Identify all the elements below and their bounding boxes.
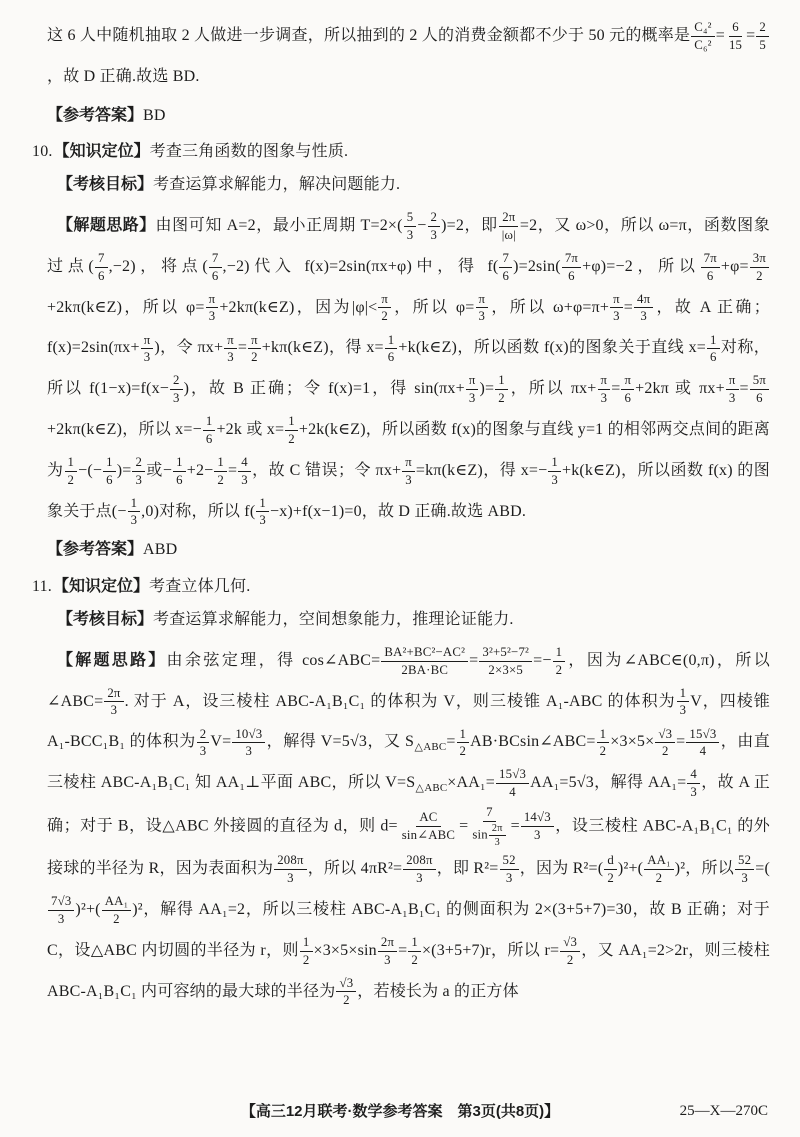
question-10-number: 10. [32, 143, 53, 161]
question-11-head [30, 573, 770, 602]
question-11-block [30, 573, 770, 1012]
continuation-paragraph: 这 6 人中随机抽取 2 人做进一步调查，所以抽到的 2 人的消费金额都不少于 50 元的概率是 $\frac{\text{C₄²}}{\text{C₆²}}$ = $\frac{6}{15}$ = $\frac{2}{5}$ ，故 D 正确.故选 BD. [30, 16, 770, 98]
question-10-solution: 【解题思路】由图可知 A=2，最小正周期 T=2×( $\frac{5}{3}$ − $\frac{2}{3}$ )=2，即 $\frac{2\pi}{|\omega|}$ =2，又 ω>0，所以 ω=π，函数图象过点( $\frac{7}{6}$ ,−2)，将点( $\frac{7}{6}$ ,−2)代入 f(x)=2sin(πx+φ)中，得 f( $\frac{7}{6}$ )=2sin( $\frac{7\pi}{6}$ +φ)=−2，所以 $\frac{7\pi}{6}$ +φ= $\frac{3\pi}{2}$ +2kπ(k∈Z)，所以 φ= $\frac{\pi}{3}$ +2kπ(k∈Z)，因为|φ|< $\frac{\pi}{2}$ ，所以 φ= $\frac{\pi}{3}$ ，所以 ω+φ=π+ $\frac{\pi}{3}$ = $\frac{4\pi}{3}$ ，故 A 正确；f(x)=2sin(πx+ $\frac{\pi}{3}$ )，令 πx+ $\frac{\pi}{3}$ = $\frac{\pi}{2}$ +kπ(k∈Z)，得 x= $\frac{1}{6}$ +k(k∈Z)，所以函数 f(x)的图象关于直线 x= $\frac{1}{6}$ 对称，所以 f(1−x)=f(x− $\frac{2}{3}$ )，故 B 正确；令 f(x)=1，得 sin(πx+ $\frac{\pi}{3}$ )= $\frac{1}{2}$ ，所以 πx+ $\frac{\pi}{3}$ = $\frac{\pi}{6}$ +2kπ 或 πx+ $\frac{\pi}{3}$ = $\frac{5\pi}{6}$ +2kπ(k∈Z)，所以 x=− $\frac{1}{6}$ +2k 或 x= $\frac{1}{2}$ +2k(k∈Z)，所以函数 f(x)的图象与直线 y=1 的相邻两交点间的距离为 $\frac{1}{2}$ −(− $\frac{1}{6}$ )= $\frac{2}{3}$ 或− $\frac{1}{6}$ +2− $\frac{1}{2}$ = $\frac{4}{3}$ ，故 C 错误；令 πx+ $\frac{\pi}{3}$ =kπ(k∈Z)，得 x=− $\frac{1}{3}$ +k(k∈Z)，所以函数 f(x) 的图象关于点(− $\frac{1}{3}$ ,0)对称，所以 f( $\frac{1}{3}$ −x)+f(x−1)=0，故 D 正确.故选 ABD. [47, 210, 771, 528]
ref-answer-line-q9: 【参考答案】BD [47, 106, 166, 124]
question-11-solution: 【解题思路】由余弦定理，得 cos∠ABC= $\frac{\text{BA²+BC²−AC²}}{2BA\cdot BC}$ = $\frac{\text{3²+5²−7²}}{2\times 3\times 5}$ =− $\frac{1}{2}$ ，因为∠ABC∈(0,π)，所以∠ABC= $\frac{2\pi}{3}$ . 对于 A，设三棱柱 ABC-A₁B₁C₁ 的体积为 V，则三棱锥 A₁-ABC 的体积为 $\frac{1}{3}$ V，四棱锥 A₁-BCC₁B₁ 的体积为 $\frac{2}{3}$ V= $\frac{10√3}{3}$ ，解得 V=5√3，又 $S_{\triangle ABC}=$ $\frac{1}{2}$ AB·BCsin∠ABC= $\frac{1}{2}$ ×3×5× $\frac{√3}{2}$ = $\frac{15√3}{4}$ ，由直三棱柱 ABC-A₁B₁C₁ 知 AA₁⊥平面 ABC，所以 $V=S_{\triangle ABC}\times AA_1=$ $\frac{15√3}{4}$ AA₁=5√3，解得 AA₁= $\frac{4}{3}$ ，故 A 正确；对于 B，设△ABC 外接圆的直径为 d，则 d= AC sin∠ABC = 7 sin $\frac{2\pi}{3}$ = $\frac{14√3}{3}$ ，设三棱柱 ABC-A₁B₁C₁ 的外接球的半径为 R，因为表面积为 $\frac{208\pi}{3}$ ，所以 4πR²= $\frac{208\pi}{3}$ ，即 R²= $\frac{52}{3}$ ，因为 R²=( $\frac{d}{2}$ )²+( $\frac{\text{AA₁}}{2}$ )²，所以 $\frac{52}{3}$ =( $\frac{7√3}{3}$ )²+( $\frac{\text{AA₁}}{2}$ )²，解得 AA₁=2，所以三棱柱 ABC-A₁B₁C₁ 的侧面积为 2×(3+5+7)=30，故 B 正确；对于 C，设△ABC 内切圆的半径为 r，则 $\frac{1}{2}$ ×3×5×sin $\frac{2\pi}{3}$ = $\frac{1}{2}$ ×(3+5+7)r，所以 r= $\frac{√3}{2}$ ，又 AA₁=2>2r，则三棱柱 ABC-A₁B₁C₁ 内可容纳的最大球的半径为 $\frac{√3}{2}$ ，若棱长为 a 的正方体 [47, 644, 771, 1008]
question-11-knowledge: 【知识定位】考查立体几何. [53, 578, 251, 596]
page-footer [30, 1101, 770, 1123]
question-10-block [30, 138, 770, 565]
footer-title: 【高三12月联考·数学参考答案 第3页(共8页)】 [240, 1103, 560, 1120]
question-10-target: 【考核目标】考查运算求解能力，解决问题能力. [57, 176, 401, 194]
ref-answer-line-q10: 【参考答案】ABD [47, 541, 178, 559]
question-10-head [30, 138, 770, 167]
question-11-target: 【考核目标】考查运算求解能力，空间想象能力，推理论证能力. [57, 610, 514, 628]
question-10-knowledge: 【知识定位】考查三角函数的图象与性质. [53, 143, 349, 161]
question-11-number: 11. [32, 578, 53, 596]
footer-paper-code: 25—X—270C [679, 1103, 768, 1119]
